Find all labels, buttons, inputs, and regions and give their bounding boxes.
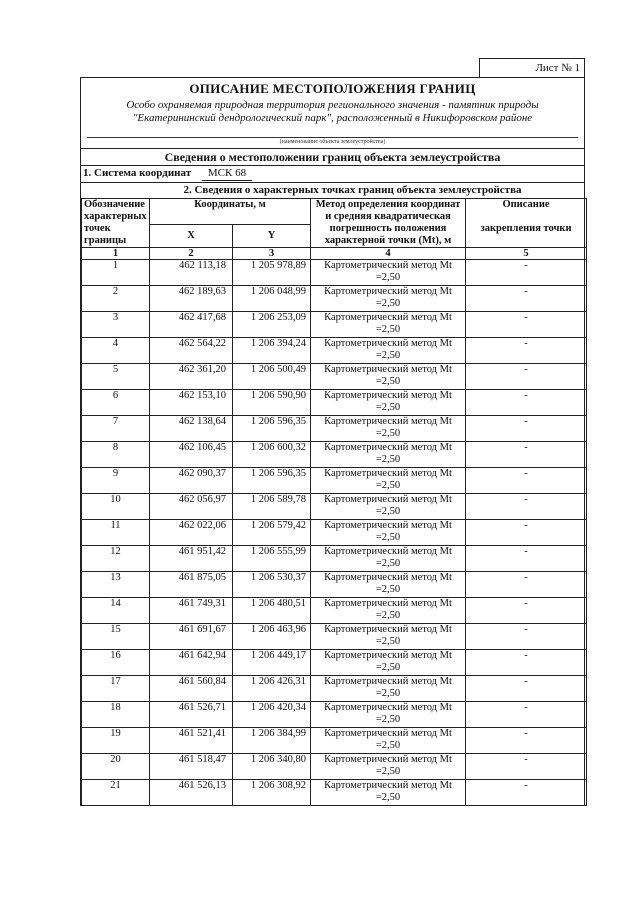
table-row [82, 442, 587, 468]
method-cell [311, 338, 466, 364]
method-cell [311, 442, 466, 468]
table-row [82, 754, 587, 780]
y-coordinate-cell: 1 206 555,99 [233, 546, 311, 572]
y-coordinate-cell: 1 205 978,89 [233, 260, 311, 286]
x-coordinate-cell: 462 153,10 [150, 390, 233, 416]
method-cell [311, 572, 466, 598]
point-number-cell: 20 [82, 754, 150, 780]
point-number-cell: 14 [82, 598, 150, 624]
subtitle-line-1: Особо охраняемая природная территория регионального значения - памятник природы [126, 99, 539, 111]
table-row [82, 624, 587, 650]
point-number-cell: 12 [82, 546, 150, 572]
point-number-cell: 13 [82, 572, 150, 598]
x-coordinate-cell: 462 361,20 [150, 364, 233, 390]
method-text: Картометрический метод Mt [324, 364, 452, 375]
method-text: Картометрический метод Mt [324, 286, 452, 297]
table-row [82, 546, 587, 572]
table-row [82, 494, 587, 520]
table-row [82, 702, 587, 728]
method-cell [311, 390, 466, 416]
method-text: Картометрический метод Mt [324, 598, 452, 609]
method-text: Картометрический метод Mt [324, 676, 452, 687]
x-coordinate-cell: 462 106,45 [150, 442, 233, 468]
method-cell [311, 546, 466, 572]
point-number-cell: 18 [82, 702, 150, 728]
method-accuracy: =2,50 [375, 792, 401, 803]
method-cell [311, 364, 466, 390]
method-cell [311, 286, 466, 312]
method-cell [311, 780, 466, 806]
col-number: 5 [466, 248, 587, 260]
y-coordinate-cell: 1 206 048,99 [233, 286, 311, 312]
method-cell [311, 468, 466, 494]
table-row [82, 728, 587, 754]
method-text: Картометрический метод Mt [324, 780, 452, 791]
method-text: Картометрический метод Mt [324, 312, 452, 323]
method-cell [311, 650, 466, 676]
x-coordinate-cell: 462 417,68 [150, 312, 233, 338]
method-cell [311, 520, 466, 546]
header-description-bottom: закрепления точки [480, 223, 572, 234]
header-description-top: Описание [502, 199, 550, 210]
description-cell: - [466, 546, 587, 572]
description-cell: - [466, 728, 587, 754]
y-coordinate-cell: 1 206 596,35 [233, 416, 311, 442]
x-coordinate-cell: 462 189,63 [150, 286, 233, 312]
method-accuracy: =2,50 [375, 506, 401, 517]
description-cell: - [466, 494, 587, 520]
description-cell: - [466, 338, 587, 364]
table-row [82, 468, 587, 494]
point-number-cell: 4 [82, 338, 150, 364]
x-coordinate-cell: 461 526,13 [150, 780, 233, 806]
table-row [82, 312, 587, 338]
point-number-cell: 21 [82, 780, 150, 806]
method-text: Картометрический метод Mt [324, 546, 452, 557]
object-name-caption: (наименование объекта землеустройства) [279, 139, 386, 145]
table-row [82, 676, 587, 702]
description-cell: - [466, 702, 587, 728]
table-row [82, 598, 587, 624]
method-accuracy: =2,50 [375, 532, 401, 543]
subtitle-line-2: "Екатерининский дендрологический парк", расположенный в Никифоровском районе [132, 112, 533, 124]
point-number-cell: 19 [82, 728, 150, 754]
col-number: 2 [150, 248, 233, 260]
table-row [82, 338, 587, 364]
description-cell: - [466, 364, 587, 390]
method-accuracy: =2,50 [375, 350, 401, 361]
method-accuracy: =2,50 [375, 272, 401, 283]
method-accuracy: =2,50 [375, 714, 401, 725]
x-coordinate-cell: 461 951,42 [150, 546, 233, 572]
description-cell: - [466, 650, 587, 676]
method-cell [311, 260, 466, 286]
table-row [82, 390, 587, 416]
table-row [82, 780, 587, 806]
y-coordinate-cell: 1 206 253,09 [233, 312, 311, 338]
method-cell [311, 754, 466, 780]
y-coordinate-cell: 1 206 340,80 [233, 754, 311, 780]
method-cell [311, 728, 466, 754]
table-row [82, 520, 587, 546]
sheet-number: Лист № 1 [479, 58, 585, 78]
y-coordinate-cell: 1 206 463,96 [233, 624, 311, 650]
description-cell: - [466, 676, 587, 702]
x-coordinate-cell: 462 113,18 [150, 260, 233, 286]
x-coordinate-cell: 461 875,05 [150, 572, 233, 598]
point-number-cell: 1 [82, 260, 150, 286]
description-cell: - [466, 312, 587, 338]
x-coordinate-cell: 461 560,84 [150, 676, 233, 702]
method-cell [311, 624, 466, 650]
point-number-cell: 11 [82, 520, 150, 546]
method-text: Картометрический метод Mt [324, 702, 452, 713]
method-text: Картометрический метод Mt [324, 260, 452, 271]
method-accuracy: =2,50 [375, 584, 401, 595]
method-text: Картометрический метод Mt [324, 754, 452, 765]
x-coordinate-cell: 461 521,41 [150, 728, 233, 754]
document-title: ОПИСАНИЕ МЕСТОПОЛОЖЕНИЯ ГРАНИЦ [189, 81, 476, 96]
description-cell: - [466, 520, 587, 546]
method-accuracy: =2,50 [375, 740, 401, 751]
point-number-cell: 9 [82, 468, 150, 494]
y-coordinate-cell: 1 206 579,42 [233, 520, 311, 546]
point-number-cell: 7 [82, 416, 150, 442]
method-accuracy: =2,50 [375, 428, 401, 439]
document-subtitle [81, 99, 584, 125]
y-coordinate-cell: 1 206 589,78 [233, 494, 311, 520]
method-accuracy: =2,50 [375, 662, 401, 673]
y-coordinate-cell: 1 206 480,51 [233, 598, 311, 624]
table-row [82, 260, 587, 286]
x-coordinate-cell: 462 138,64 [150, 416, 233, 442]
method-cell [311, 416, 466, 442]
y-coordinate-cell: 1 206 308,92 [233, 780, 311, 806]
x-coordinate-cell: 462 056,97 [150, 494, 233, 520]
method-text: Картометрический метод Mt [324, 494, 452, 505]
col-number: 1 [82, 248, 150, 260]
description-cell: - [466, 286, 587, 312]
point-number-cell: 10 [82, 494, 150, 520]
method-accuracy: =2,50 [375, 558, 401, 569]
table-row [82, 364, 587, 390]
table-row [82, 650, 587, 676]
point-number-cell: 8 [82, 442, 150, 468]
point-number-cell: 5 [82, 364, 150, 390]
point-number-cell: 3 [82, 312, 150, 338]
header-description [466, 199, 587, 248]
x-coordinate-cell: 461 518,47 [150, 754, 233, 780]
method-accuracy: =2,50 [375, 636, 401, 647]
description-cell: - [466, 416, 587, 442]
table-row [82, 572, 587, 598]
method-accuracy: =2,50 [375, 480, 401, 491]
method-text: Картометрический метод Mt [324, 572, 452, 583]
point-number-cell: 16 [82, 650, 150, 676]
x-coordinate-cell: 461 749,31 [150, 598, 233, 624]
method-text: Картометрический метод Mt [324, 624, 452, 635]
x-coordinate-cell: 461 691,67 [150, 624, 233, 650]
method-accuracy: =2,50 [375, 376, 401, 387]
method-text: Картометрический метод Mt [324, 416, 452, 427]
method-accuracy: =2,50 [375, 298, 401, 309]
y-coordinate-cell: 1 206 384,99 [233, 728, 311, 754]
y-coordinate-cell: 1 206 420,34 [233, 702, 311, 728]
method-text: Картометрический метод Mt [324, 728, 452, 739]
description-cell: - [466, 572, 587, 598]
method-text: Картометрический метод Mt [324, 338, 452, 349]
method-cell [311, 312, 466, 338]
method-accuracy: =2,50 [375, 688, 401, 699]
coord-system-value: МСК 68 [202, 166, 252, 181]
method-cell [311, 494, 466, 520]
point-number-cell: 15 [82, 624, 150, 650]
method-accuracy: =2,50 [375, 766, 401, 777]
header-point: Обозначение характерных точек границы [82, 199, 150, 248]
y-coordinate-cell: 1 206 394,24 [233, 338, 311, 364]
method-cell [311, 676, 466, 702]
coord-system-label: 1. Система координат [83, 167, 192, 179]
method-accuracy: =2,50 [375, 324, 401, 335]
description-cell: - [466, 468, 587, 494]
y-coordinate-cell: 1 206 590,90 [233, 390, 311, 416]
table-row [82, 416, 587, 442]
y-coordinate-cell: 1 206 449,17 [233, 650, 311, 676]
y-coordinate-cell: 1 206 530,37 [233, 572, 311, 598]
method-accuracy: =2,50 [375, 402, 401, 413]
point-number-cell: 17 [82, 676, 150, 702]
coord-system-row [81, 166, 584, 183]
x-coordinate-cell: 461 642,94 [150, 650, 233, 676]
description-cell: - [466, 624, 587, 650]
method-accuracy: =2,50 [375, 610, 401, 621]
points-table-body [82, 260, 587, 806]
points-section-title: 2. Сведения о характерных точках границ объекта землеустройства [183, 184, 522, 196]
y-coordinate-cell: 1 206 500,49 [233, 364, 311, 390]
point-number-cell: 2 [82, 286, 150, 312]
section-title: Сведения о местоположении границ объекта землеустройства [81, 148, 584, 166]
document-frame [80, 77, 585, 806]
description-cell: - [466, 390, 587, 416]
header-method: Метод определения координат и средняя квадратическая погрешность положения характерной точки (Мt), м [311, 199, 466, 248]
header-y: Y [233, 225, 311, 248]
table-row [82, 286, 587, 312]
description-cell: - [466, 442, 587, 468]
method-text: Картометрический метод Mt [324, 650, 452, 661]
x-coordinate-cell: 462 564,22 [150, 338, 233, 364]
method-accuracy: =2,50 [375, 454, 401, 465]
method-cell [311, 702, 466, 728]
description-cell: - [466, 598, 587, 624]
header-coordinates: Координаты, м [150, 199, 311, 225]
y-coordinate-cell: 1 206 600,32 [233, 442, 311, 468]
header-x: X [150, 225, 233, 248]
col-number: 3 [233, 248, 311, 260]
y-coordinate-cell: 1 206 426,31 [233, 676, 311, 702]
method-text: Картометрический метод Mt [324, 390, 452, 401]
x-coordinate-cell: 462 090,37 [150, 468, 233, 494]
method-text: Картометрический метод Mt [324, 468, 452, 479]
x-coordinate-cell: 461 526,71 [150, 702, 233, 728]
points-table [81, 198, 587, 806]
x-coordinate-cell: 462 022,06 [150, 520, 233, 546]
col-number: 4 [311, 248, 466, 260]
description-cell: - [466, 754, 587, 780]
method-cell [311, 598, 466, 624]
description-cell: - [466, 260, 587, 286]
point-number-cell: 6 [82, 390, 150, 416]
method-text: Картометрический метод Mt [324, 442, 452, 453]
description-cell: - [466, 780, 587, 806]
method-text: Картометрический метод Mt [324, 520, 452, 531]
y-coordinate-cell: 1 206 596,35 [233, 468, 311, 494]
